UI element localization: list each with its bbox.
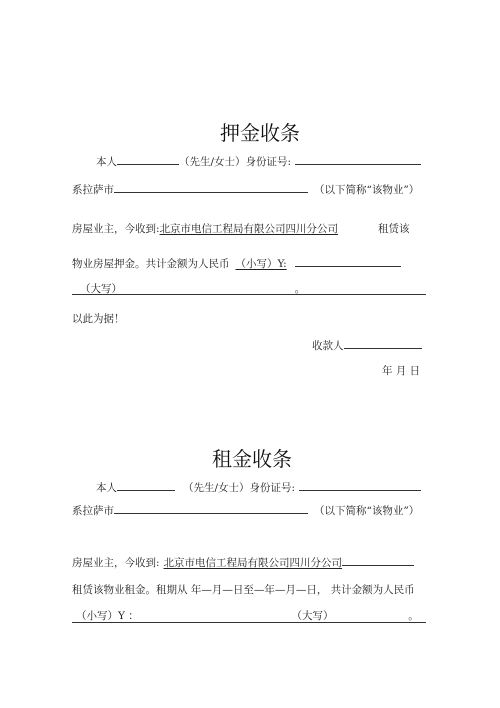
rent-company-tail-blank bbox=[342, 555, 414, 566]
deposit-amount-big-rule[interactable] bbox=[72, 294, 426, 295]
rent-amount-rule[interactable] bbox=[72, 622, 426, 623]
rent-line5-end: 。 bbox=[408, 610, 419, 622]
rent-amount-big-label: （大写） bbox=[296, 610, 329, 622]
deposit-line3-prefix: 房屋业主，今收到: bbox=[72, 223, 160, 235]
deposit-amount-small-blank[interactable] bbox=[295, 256, 401, 267]
rent-name-blank[interactable] bbox=[117, 480, 175, 491]
rent-line1-gender: （先生/女士）身份证号: bbox=[183, 482, 296, 494]
deposit-amount-big-label: （大写） bbox=[80, 283, 117, 295]
deposit-line-1 bbox=[96, 154, 421, 169]
deposit-receiver-line bbox=[312, 338, 422, 353]
deposit-amount-small-label: （小写）Y: bbox=[235, 258, 287, 270]
rent-amount-small-label: （小写）Y ： bbox=[76, 610, 139, 622]
deposit-line2-suffix: （以下简称“该物业”） bbox=[314, 184, 420, 196]
rent-line-4: 租赁该物业租金。租期从 年—月—日至—年—月—日， 共计金额为人民币 bbox=[72, 584, 415, 596]
deposit-line2-prefix: 系拉萨市 bbox=[72, 184, 114, 196]
rent-line-3 bbox=[72, 555, 414, 570]
rent-line2-suffix: （以下简称“该物业”） bbox=[314, 505, 420, 517]
name-blank[interactable] bbox=[117, 154, 179, 165]
deposit-company-name: 北京市电信工程局有限公司四川分公司 bbox=[159, 223, 339, 235]
rent-line-2 bbox=[72, 503, 419, 518]
deposit-line5-end: 。 bbox=[294, 283, 306, 295]
address-blank[interactable] bbox=[114, 182, 308, 193]
id-number-blank[interactable] bbox=[295, 154, 421, 165]
rent-id-number-blank[interactable] bbox=[299, 480, 421, 491]
rent-company-name: 北京市电信工程局有限公司四川分公司 bbox=[163, 557, 343, 569]
rent-title: 租金收条 bbox=[212, 447, 292, 471]
deposit-date: 年 月 日 bbox=[382, 365, 421, 377]
rent-address-blank[interactable] bbox=[114, 503, 308, 514]
rent-line-5 bbox=[76, 609, 419, 623]
deposit-receiver-label: 收款人 bbox=[312, 340, 344, 352]
deposit-title: 押金收条 bbox=[220, 121, 300, 145]
deposit-line1-gender: （先生/女士）身份证号: bbox=[179, 156, 292, 168]
rent-line2-prefix: 系拉萨市 bbox=[72, 505, 114, 517]
deposit-closing: 以此为据！ bbox=[72, 313, 125, 325]
rent-line3-prefix: 房屋业主，今收到: bbox=[72, 557, 160, 569]
rent-line1-prefix: 本人 bbox=[96, 482, 117, 494]
deposit-line-4 bbox=[72, 256, 401, 271]
deposit-line-3 bbox=[72, 222, 410, 236]
deposit-line4-prefix: 物业房屋押金。共计金额为人民币 bbox=[72, 258, 230, 270]
deposit-receiver-blank[interactable] bbox=[344, 338, 422, 349]
deposit-line1-prefix: 本人 bbox=[96, 156, 117, 168]
deposit-line3-suffix: 租赁该 bbox=[378, 223, 410, 235]
deposit-line-2 bbox=[72, 182, 419, 197]
rent-line-1 bbox=[96, 480, 421, 495]
